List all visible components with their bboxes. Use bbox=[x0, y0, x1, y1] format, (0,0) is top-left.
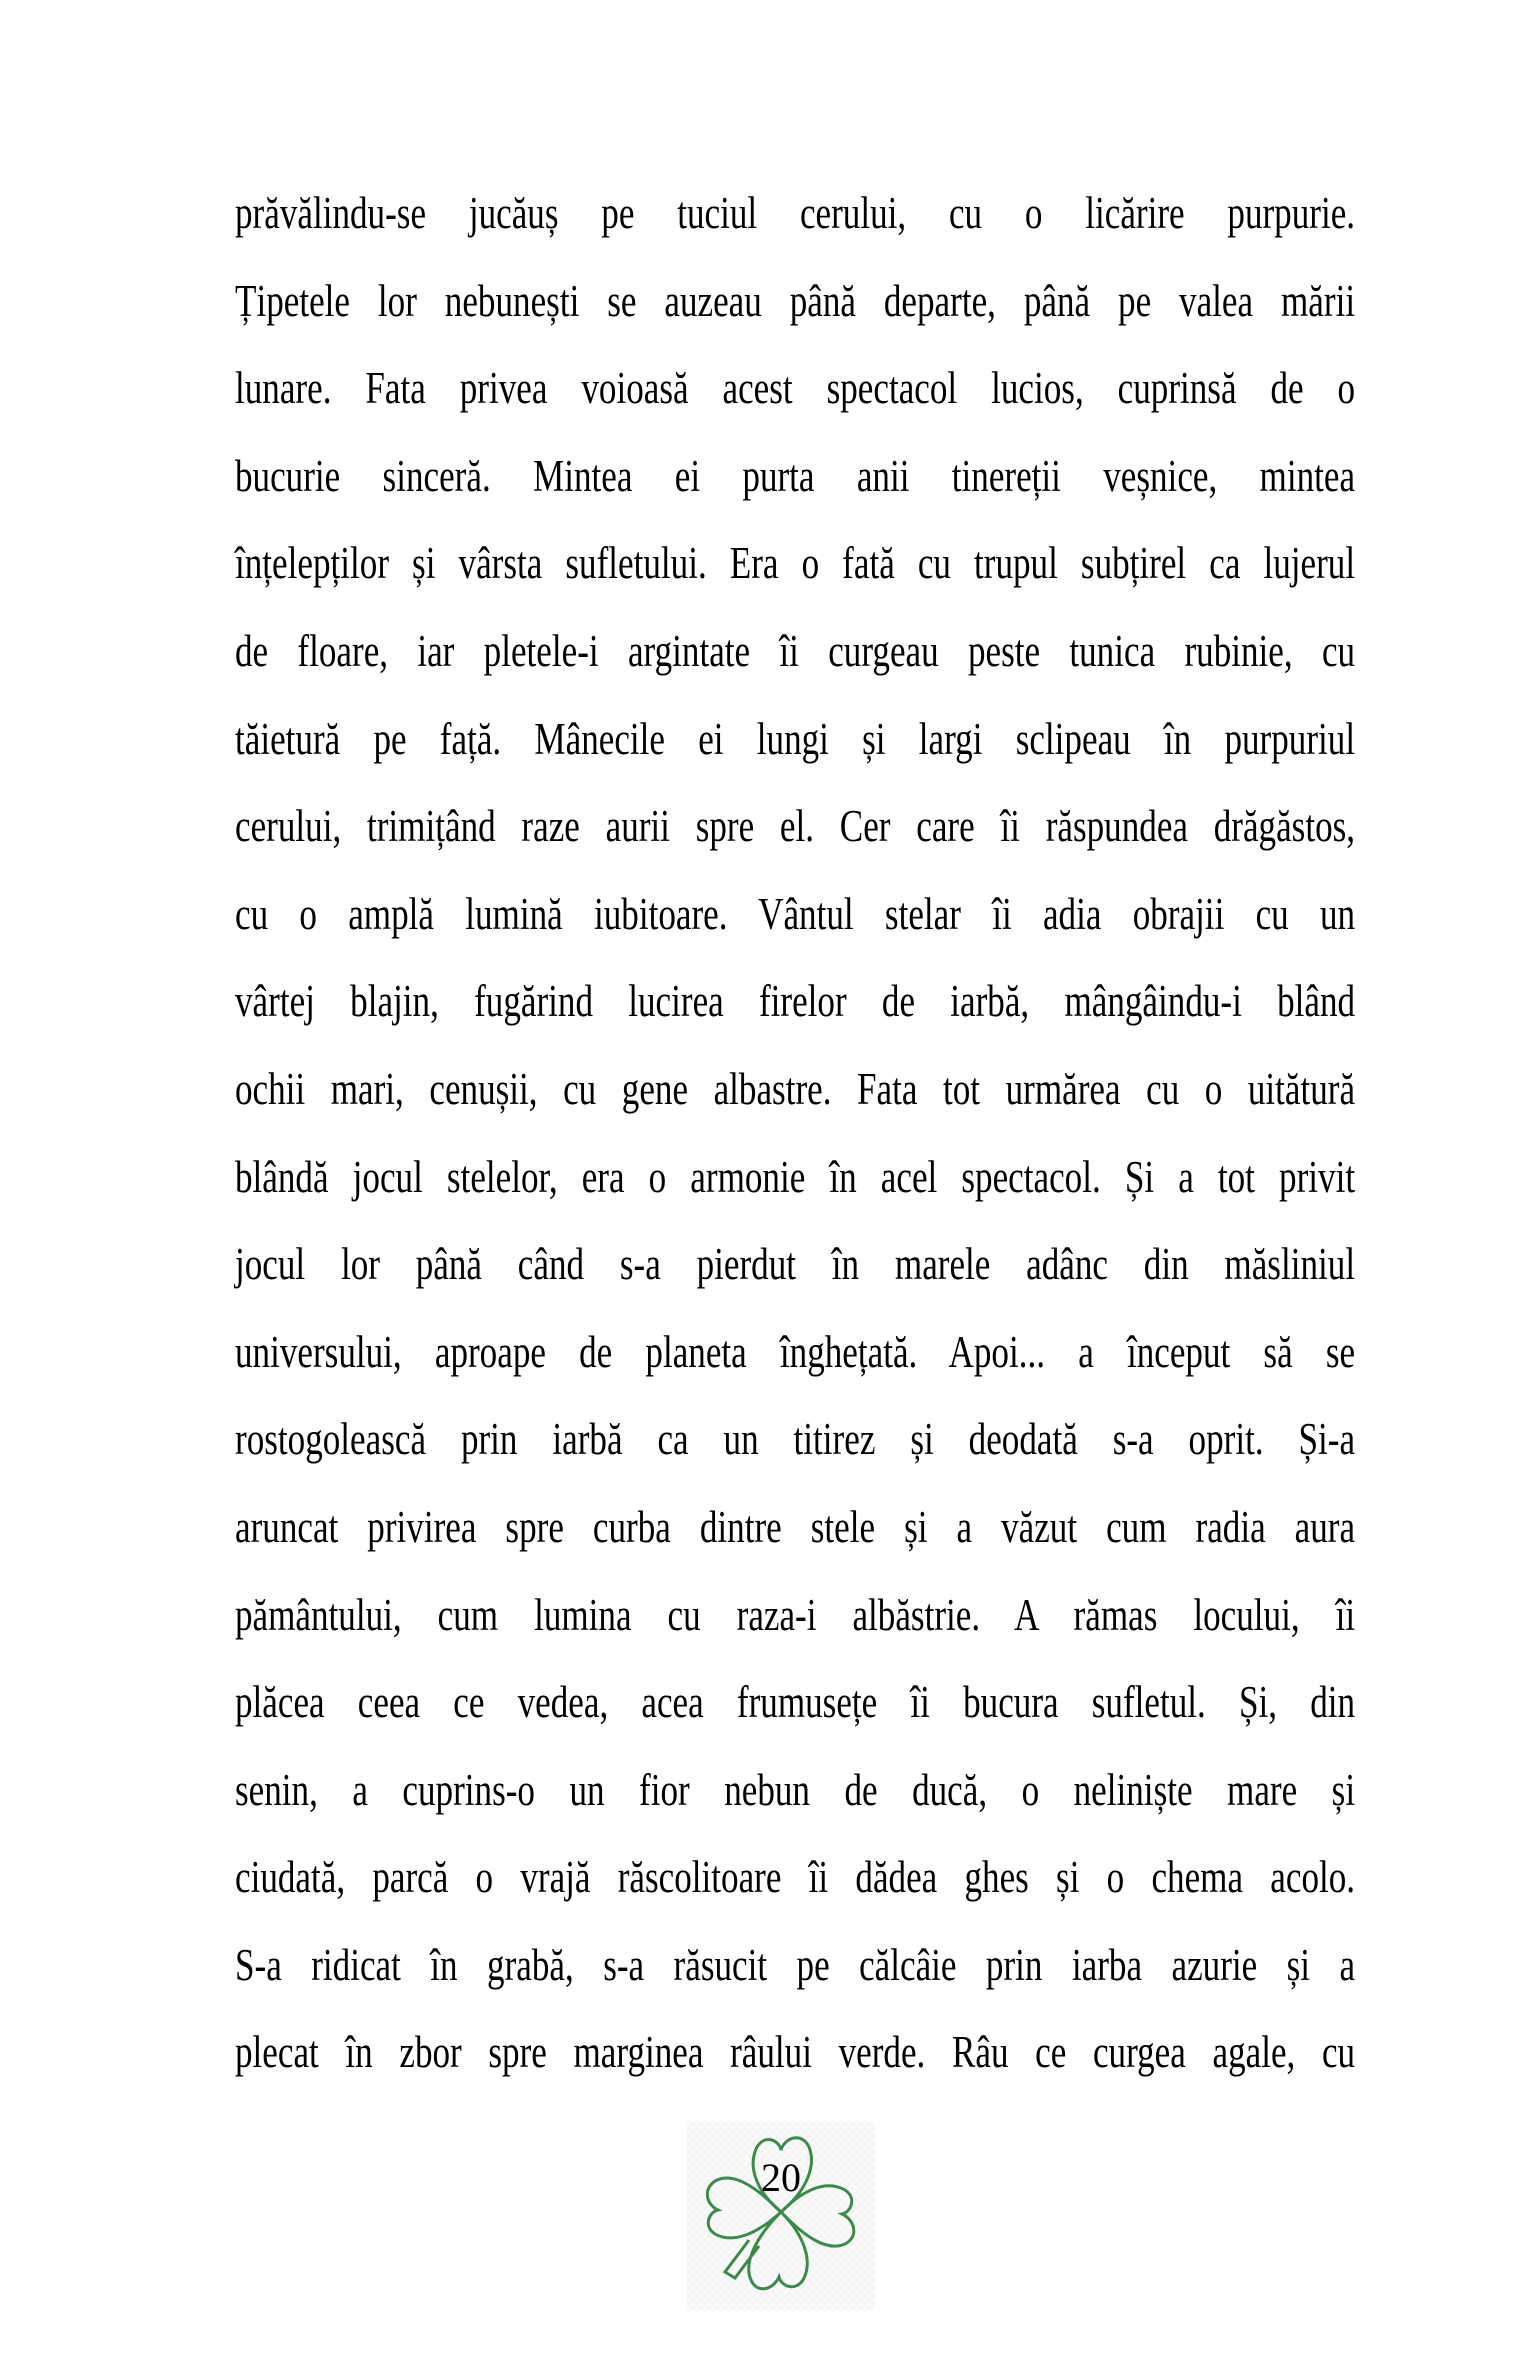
text-line: plăcea ceea ce vedea, acea frumusețe îi bucura sufletul. Și, din bbox=[235, 1677, 1356, 1728]
text-line: plecat în zbor spre marginea râului verde. Râu ce curgea agale, cu bbox=[235, 2027, 1356, 2078]
text-line: tăietură pe față. Mânecile ei lungi și largi sclipeau în purpuriul bbox=[235, 713, 1356, 764]
text-line: aruncat privirea spre curba dintre stele și a văzut cum radia aura bbox=[235, 1501, 1356, 1552]
text-line: blândă jocul stelelor, era o armonie în acel spectacol. Și a tot privit bbox=[235, 1151, 1356, 1202]
text-line: ciudată, parcă o vrajă răscolitoare îi dădea ghes și o chema acolo. bbox=[235, 1852, 1356, 1903]
text-line: senin, a cuprins-o un fior nebun de ducă, o neliniște mare și bbox=[235, 1764, 1356, 1815]
body-text bbox=[235, 170, 1355, 2097]
text-line: Țipetele lor nebunești se auzeau până departe, până pe valea mării bbox=[235, 275, 1356, 326]
text-line: universului, aproape de planeta înghețată. Apoi... a început să se bbox=[235, 1326, 1356, 1377]
text-line: cerului, trimițând raze aurii spre el. Cer care îi răspundea drăgăstos, bbox=[235, 801, 1356, 852]
text-line: vârtej blajin, fugărind lucirea firelor de iarbă, mângâindu-i blând bbox=[235, 976, 1356, 1027]
text-line: rostogolească prin iarbă ca un titirez și deodată s-a oprit. Și-a bbox=[235, 1414, 1356, 1465]
page-footer-ornament bbox=[687, 2122, 875, 2310]
text-line: lunare. Fata privea voioasă acest spectacol lucios, cuprinsă de o bbox=[235, 363, 1356, 414]
text-line: pământului, cum lumina cu raza-i albăstrie. A rămas locului, îi bbox=[235, 1589, 1356, 1640]
page-number: 20 bbox=[761, 2155, 801, 2200]
text-line: S-a ridicat în grabă, s-a răsucit pe călcâie prin iarba azurie și a bbox=[235, 1939, 1356, 1990]
text-line: înțelepților și vârsta sufletului. Era o fată cu trupul subțirel ca lujerul bbox=[235, 538, 1356, 589]
four-leaf-clover-icon bbox=[687, 2122, 875, 2310]
text-line: bucurie sinceră. Mintea ei purta anii tinereții veșnice, mintea bbox=[235, 450, 1356, 501]
text-line: jocul lor până când s-a pierdut în marele adânc din măsliniul bbox=[235, 1239, 1356, 1290]
text-line: cu o amplă lumină iubitoare. Vântul stelar îi adia obrajii cu un bbox=[235, 888, 1356, 939]
text-line: ochii mari, cenușii, cu gene albastre. Fata tot urmărea cu o uitătură bbox=[235, 1063, 1356, 1114]
text-line: de floare, iar pletele-i argintate îi curgeau peste tunica rubinie, cu bbox=[235, 625, 1356, 676]
text-line: prăvălindu-se jucăuș pe tuciul cerului, cu o licărire purpurie. bbox=[235, 188, 1356, 238]
